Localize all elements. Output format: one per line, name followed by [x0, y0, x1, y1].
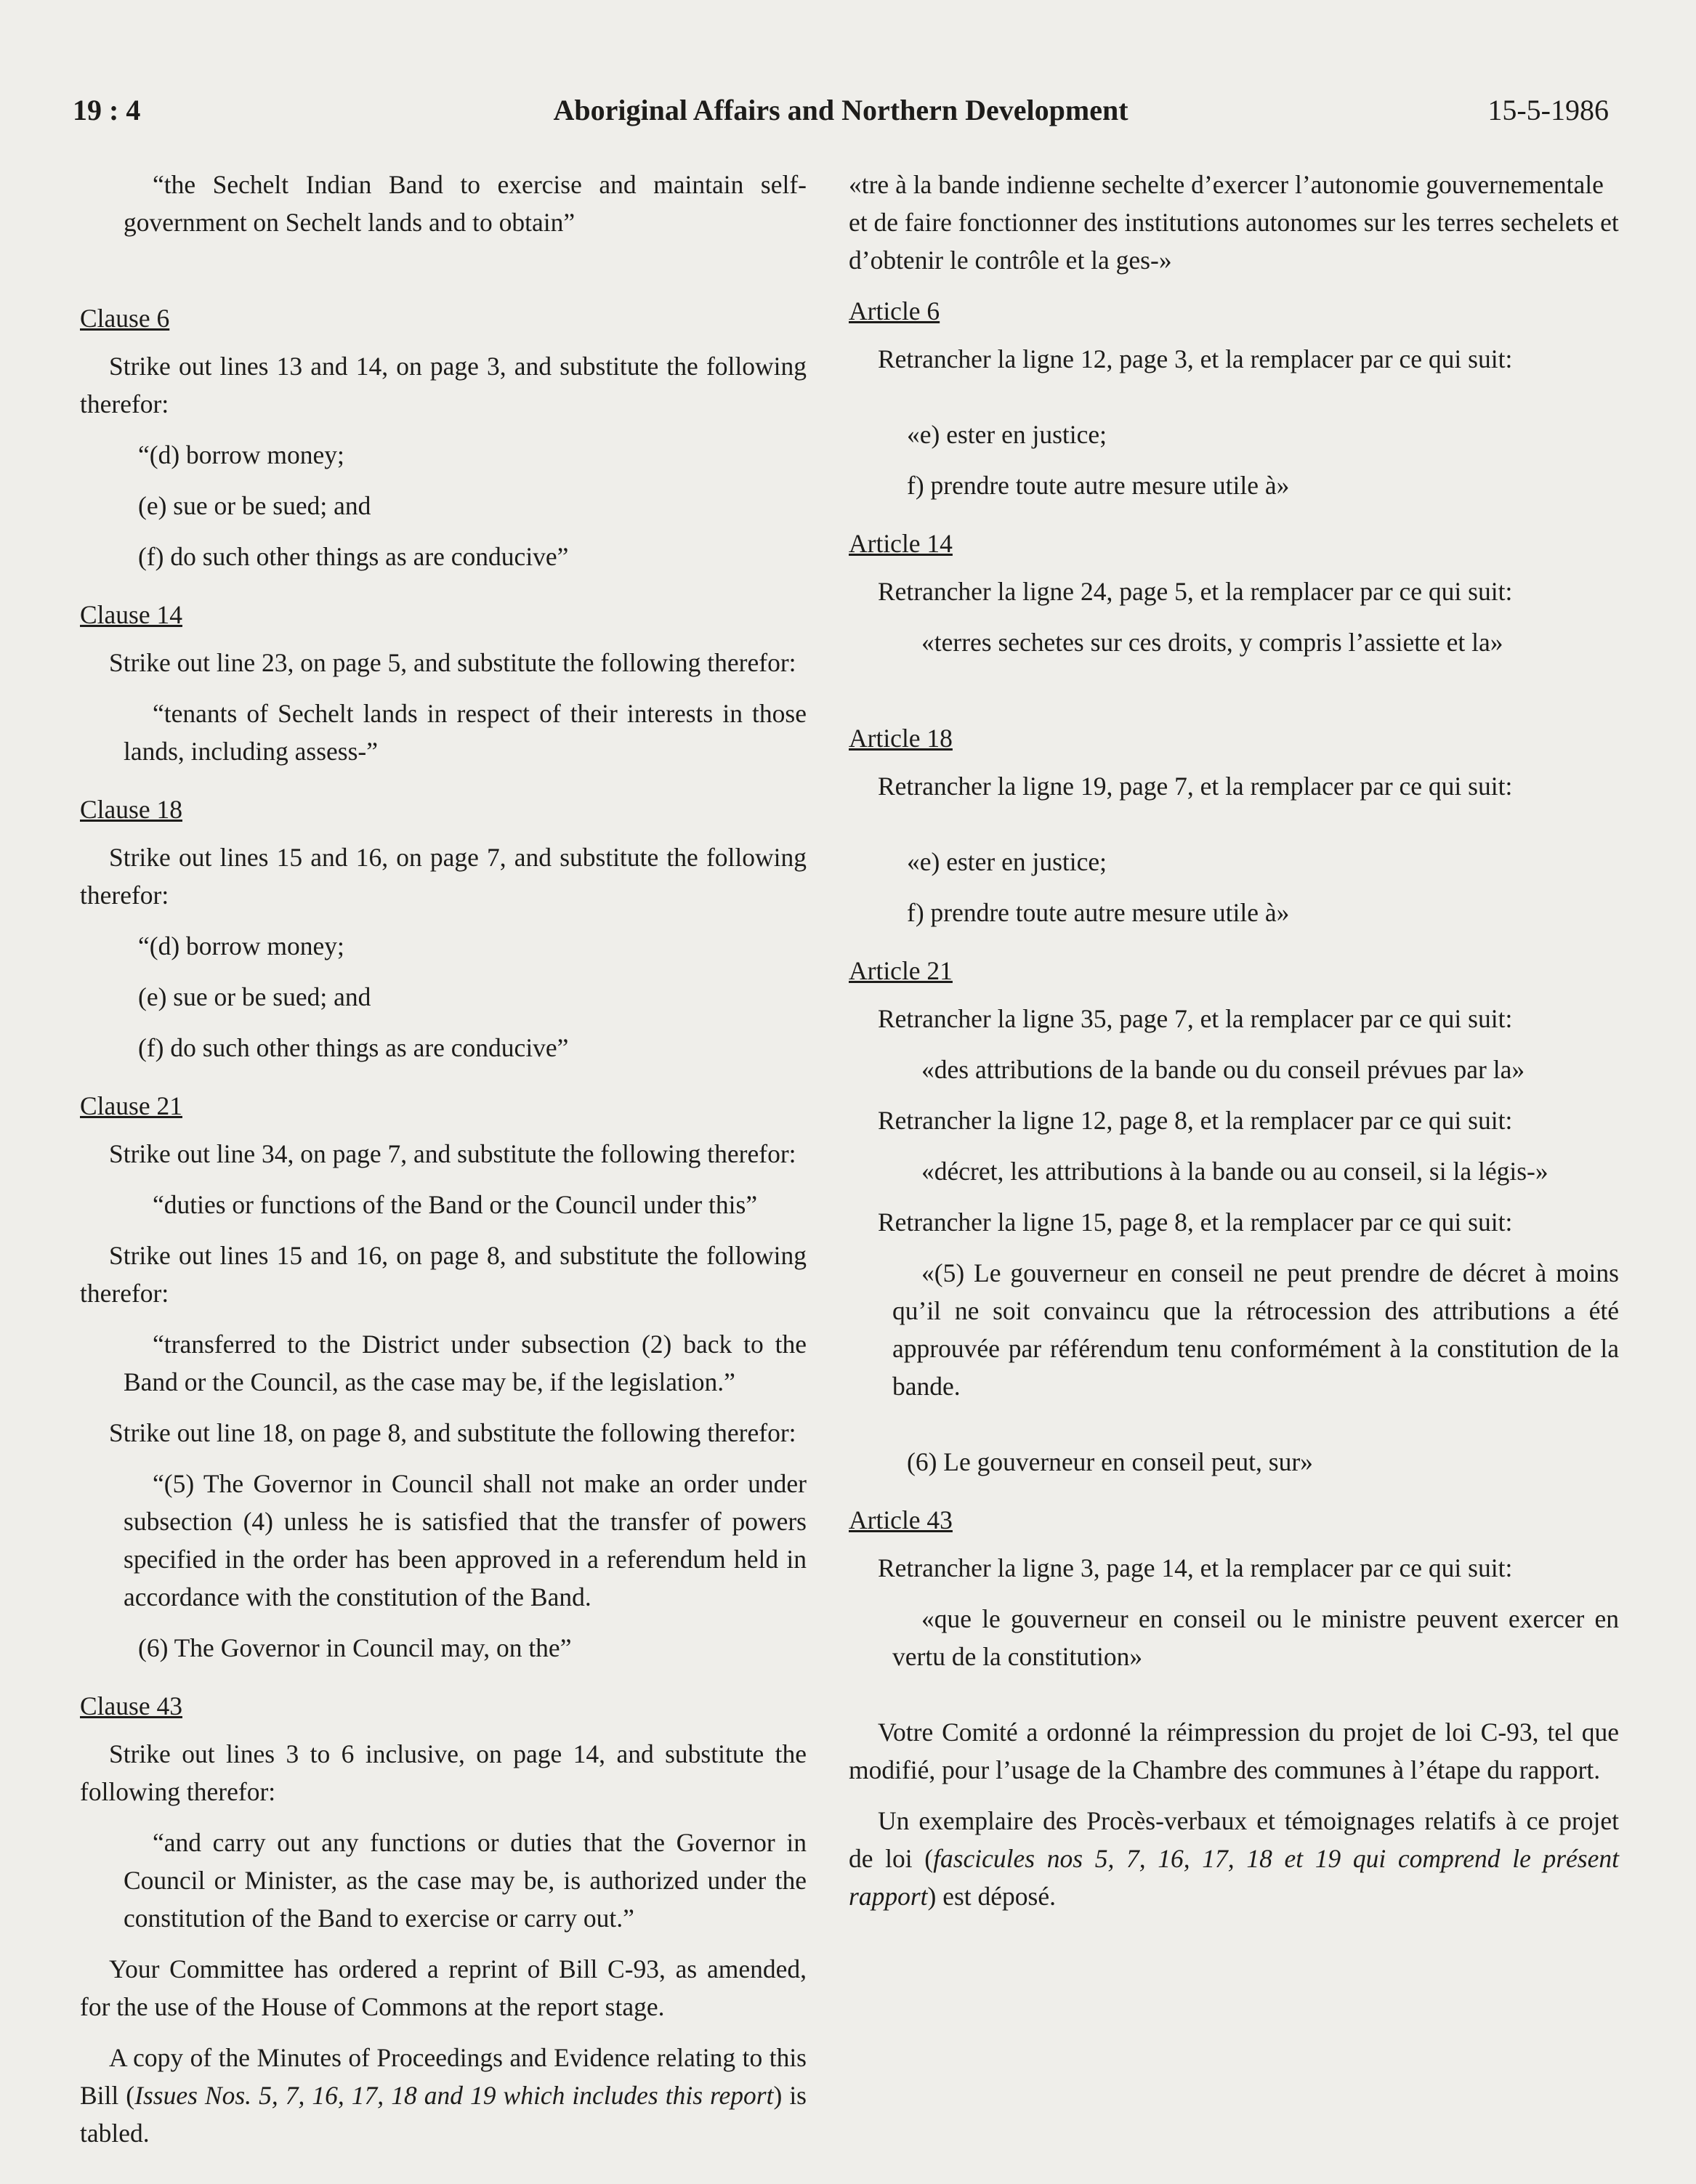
english-column — [80, 166, 807, 2165]
tabled-issues: Issues Nos. 5, 7, 16, 17, 18 and 19 which includes this report — [134, 2081, 774, 2110]
clause-14-quote: “tenants of Sechelt lands in respect of their interests in those lands, including assess-” — [124, 699, 807, 766]
article-21-quote-4: (6) Le gouverneur en conseil peut, sur» — [907, 1447, 1313, 1476]
reprint-paragraph-fr: Votre Comité a ordonné la réimpression du projet de loi C-93, tel que modifié, pour l’usage de la Chambre des communes à l’étape du rapport. — [849, 1718, 1619, 1784]
clause-21-instruction-1: Strike out line 34, on page 7, and substitute the following therefor: — [109, 1139, 796, 1168]
intro-quote-fr: «tre à la bande indienne sechelte d’exercer l’autonomie gouvernementale et de faire fonctionner des institutions autonomes sur les terres sechelets et d’obtenir le contrôle et la ges-» — [849, 170, 1619, 275]
tabled-text-start-fr: Un exemplaire des Procès-verbaux et témoignages relatifs à ce projet de loi ( — [849, 1806, 1619, 1873]
clause-18-heading: Clause 18 — [80, 795, 182, 824]
clause-21-instruction-2: Strike out lines 15 and 16, on page 8, and substitute the following therefor: — [80, 1241, 807, 1308]
clause-43-quote: “and carry out any functions or duties that the Governor in Council or Minister, as the case may be, is authorized under the constitution of the Band to exercise or carry out.” — [124, 1828, 807, 1933]
intro-quote: “the Sechelt Indian Band to exercise and maintain self-government on Sechelt lands and to obtain” — [124, 170, 807, 237]
clause-6-instruction: Strike out lines 13 and 14, on page 3, and substitute the following therefor: — [80, 352, 807, 418]
header-date: 15-5-1986 — [1487, 94, 1609, 126]
article-43-instruction: Retrancher la ligne 3, page 14, et la remplacer par ce qui suit: — [878, 1553, 1513, 1582]
tabled-text-end: ) is tabled. — [80, 2081, 807, 2148]
tabled-paragraph — [80, 2039, 807, 2152]
article-21-quote-2: «décret, les attributions à la bande ou au conseil, si la légis-» — [921, 1157, 1548, 1186]
clause-18-quote-1: “(d) borrow money; — [138, 931, 344, 960]
article-6-instruction: Retrancher la ligne 12, page 3, et la remplacer par ce qui suit: — [878, 344, 1513, 373]
clause-21-quote-4: (6) The Governor in Council may, on the” — [138, 1633, 572, 1662]
page-header — [73, 93, 1609, 137]
clause-6-quote-1: “(d) borrow money; — [138, 440, 344, 469]
clause-18-instruction: Strike out lines 15 and 16, on page 7, and substitute the following therefor: — [80, 843, 807, 910]
article-43-quote: «que le gouverneur en conseil ou le ministre peuvent exercer en vertu de la constitution» — [892, 1604, 1619, 1671]
clause-43-instruction: Strike out lines 3 to 6 inclusive, on page 14, and substitute the following therefor: — [80, 1739, 807, 1806]
clause-21-quote-3: “(5) The Governor in Council shall not make an order under subsection (4) unless he is satisfied that the transfer of powers specified in the order has been approved in a referendum held in accordance with the constitution of the Band. — [124, 1469, 807, 1611]
clause-6-quote-3: (f) do such other things as are conducive” — [138, 542, 569, 571]
running-title: Aboriginal Affairs and Northern Development — [553, 94, 1128, 126]
article-21-instruction-2: Retrancher la ligne 12, page 8, et la remplacer par ce qui suit: — [878, 1106, 1513, 1135]
article-18-quote-2: f) prendre toute autre mesure utile à» — [907, 898, 1290, 927]
french-column — [849, 166, 1619, 1928]
article-6-heading: Article 6 — [849, 296, 940, 325]
page-number: 19 : 4 — [73, 94, 141, 126]
clause-18-quote-3: (f) do such other things as are conducive” — [138, 1033, 569, 1062]
clause-14-instruction: Strike out line 23, on page 5, and substitute the following therefor: — [109, 648, 796, 677]
tabled-text-end-fr: ) est déposé. — [927, 1882, 1056, 1911]
article-14-heading: Article 14 — [849, 529, 953, 558]
article-43-heading: Article 43 — [849, 1505, 953, 1534]
article-6-quote-1: «e) ester en justice; — [907, 420, 1107, 449]
tabled-issues-fr: fascicules nos 5, 7, 16, 17, 18 et 19 qui comprend le présent rapport — [849, 1844, 1619, 1911]
article-21-quote-1: «des attributions de la bande ou du conseil prévues par la» — [921, 1055, 1525, 1084]
clause-43-heading: Clause 43 — [80, 1691, 182, 1720]
article-18-heading: Article 18 — [849, 724, 953, 753]
article-21-instruction-3: Retrancher la ligne 15, page 8, et la remplacer par ce qui suit: — [878, 1208, 1513, 1237]
article-18-instruction: Retrancher la ligne 19, page 7, et la remplacer par ce qui suit: — [878, 772, 1513, 801]
article-21-heading: Article 21 — [849, 956, 953, 985]
article-18-quote-1: «e) ester en justice; — [907, 847, 1107, 876]
article-21-instruction-1: Retrancher la ligne 35, page 7, et la remplacer par ce qui suit: — [878, 1004, 1513, 1033]
article-6-quote-2: f) prendre toute autre mesure utile à» — [907, 471, 1290, 500]
clause-6-heading: Clause 6 — [80, 304, 170, 333]
clause-21-quote-1: “duties or functions of the Band or the Council under this” — [153, 1190, 758, 1219]
clause-21-quote-2: “transferred to the District under subsection (2) back to the Band or the Council, as the case may be, if the legislation.” — [124, 1330, 807, 1396]
clause-14-heading: Clause 14 — [80, 600, 182, 629]
clause-6-quote-2: (e) sue or be sued; and — [138, 491, 371, 520]
tabled-paragraph-fr — [849, 1802, 1619, 1915]
reprint-paragraph: Your Committee has ordered a reprint of Bill C-93, as amended, for the use of the House of Commons at the report stage. — [80, 1954, 807, 2021]
tabled-text-start: A copy of the Minutes of Proceedings and Evidence relating to this Bill ( — [80, 2043, 807, 2110]
clause-21-instruction-3: Strike out line 18, on page 8, and substitute the following therefor: — [109, 1418, 796, 1447]
article-14-instruction: Retrancher la ligne 24, page 5, et la remplacer par ce qui suit: — [878, 577, 1513, 606]
clause-18-quote-2: (e) sue or be sued; and — [138, 982, 371, 1011]
article-21-quote-3: «(5) Le gouverneur en conseil ne peut prendre de décret à moins qu’il ne soit convaincu que la rétrocession des attributions a été approuvée par référendum tenu conformément à la constitution de la bande. — [892, 1258, 1619, 1401]
clause-21-heading: Clause 21 — [80, 1091, 182, 1120]
article-14-quote: «terres sechetes sur ces droits, y compris l’assiette et la» — [921, 628, 1503, 657]
